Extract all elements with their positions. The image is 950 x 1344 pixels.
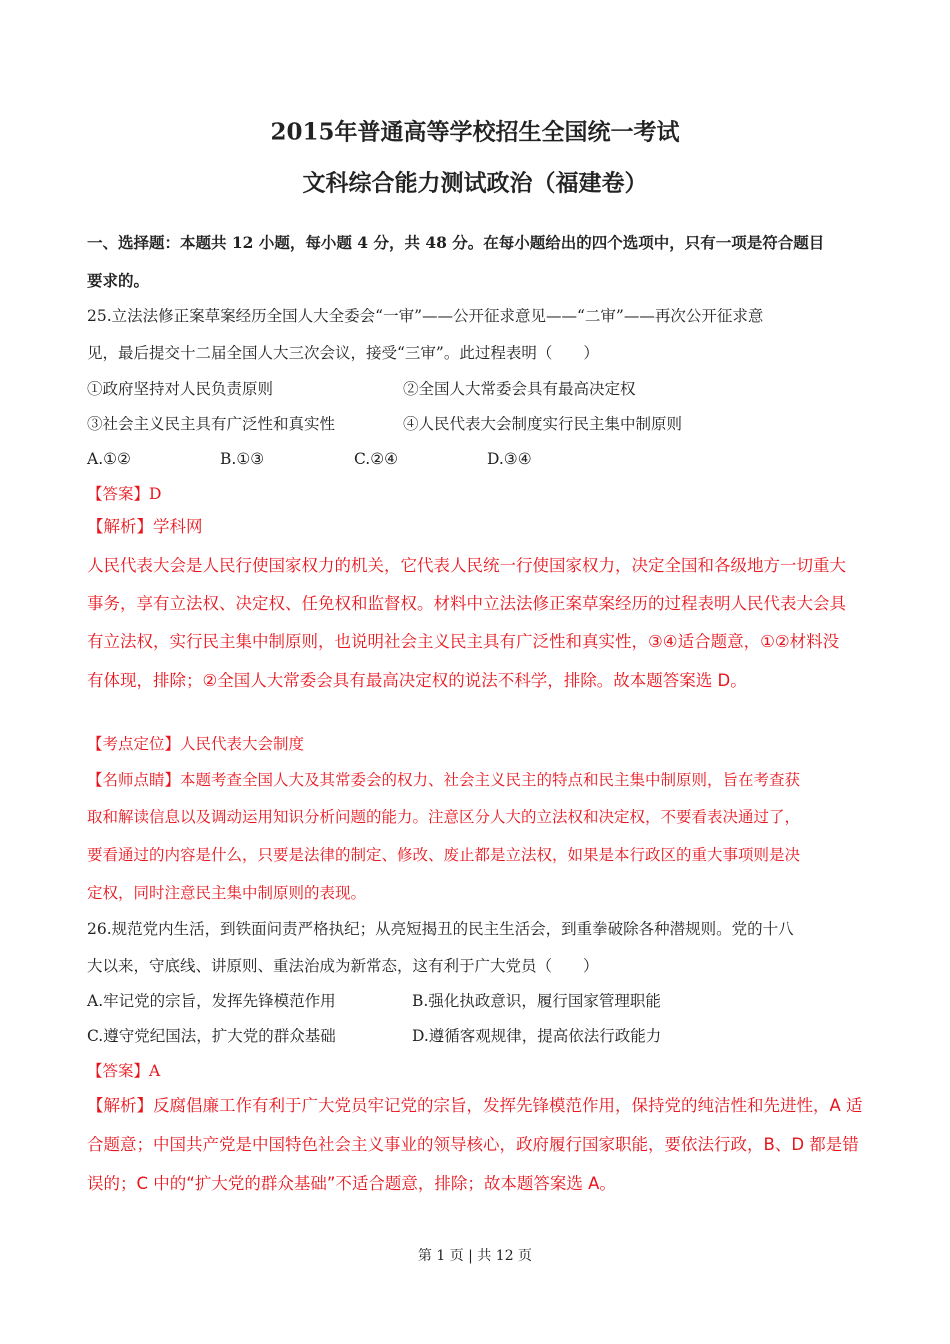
q25-analysis-label: 【解析】学科网 [87,517,203,536]
q25-mingshi [87,770,800,790]
q25-statement-2: ②全国人大常委会具有最高决定权 [403,380,636,398]
title-line-1: 2015年普通高等学校招生全国统一考试 [270,118,680,146]
q26-option-c: C.遵守党纪国法，扩大党的群众基础 [87,1027,336,1045]
q25-statement-4: ④人民代表大会制度实行民主集中制原则 [403,415,683,433]
q25-analysis-line: 有体现，排除；②全国人大常委会具有最高决定权的说法不科学，排除。故本题答案选 D。 [87,671,747,690]
q25-option-d: D.③④ [487,450,532,468]
q25-answer: 【答案】D [87,485,162,503]
mingshi-text: 本题考查全国人大及其常委会的权力、社会主义民主的特点和民主集中制原则，旨在考查获 [180,771,801,789]
q25-statement-1: ①政府坚持对人民负责原则 [87,380,274,398]
q25-analysis-line: 事务，享有立法权、决定权、任免权和监督权。材料中立法法修正案草案经历的过程表明人民代表大会具 [87,594,846,613]
q26-analysis [87,1096,863,1116]
title-line-2: 文科综合能力测试政治（福建卷） [302,169,648,197]
q26-stem: 26.规范党内生活，到铁面问责严格执纪；从亮短揭丑的民主生活会，到重拳破除各种潜规则。党的十八 [87,920,794,938]
q26-analysis-label: 【解析】 [87,1096,153,1115]
q25-option-a: A.①② [87,450,131,468]
q26-analysis-line: 合题意；中国共产党是中国特色社会主义事业的领导核心，政府履行国家职能，要依法行政，B、D 都是错 [87,1135,859,1154]
q25-mingshi-line: 定权，同时注意民主集中制原则的表现。 [87,884,367,902]
q25-mingshi-line: 要看通过的内容是什么，只要是法律的制定、修改、废止都是立法权，如果是本行政区的重大事项则是决 [87,846,801,864]
q26-option-b: B.强化执政意识，履行国家管理职能 [412,992,661,1010]
q26-option-d: D.遵循客观规律，提高依法行政能力 [412,1027,662,1045]
q26-analysis-text: 反腐倡廉工作有利于广大党员牢记党的宗旨，发挥先锋模范作用，保持党的纯洁性和先进性，A 适 [153,1096,863,1115]
kaodian-text: 人民代表大会制度 [180,735,305,753]
section-heading: 一、选择题：本题共 12 小题，每小题 4 分，共 48 分。在每小题给出的四个选项中，只有一项是符合题目 [87,233,825,252]
q25-option-b: B.①③ [220,450,265,468]
q25-kaodian [87,734,304,754]
section-heading-cont: 要求的。 [87,271,150,290]
q25-statement-3: ③社会主义民主具有广泛性和真实性 [87,415,336,433]
q25-option-c: C.②④ [354,450,399,468]
q26-stem-cont: 大以来，守底线、讲原则、重法治成为新常态，这有利于广大党员（ ） [87,957,599,975]
q26-option-a: A.牢记党的宗旨，发挥先锋模范作用 [87,992,336,1010]
page-footer: 第 1 页 | 共 12 页 [417,1248,533,1264]
q26-analysis-line: 误的；C 中的“扩大党的群众基础”不适合题意，排除；故本题答案选 A。 [87,1174,616,1193]
q25-analysis-line: 人民代表大会是人民行使国家权力的机关，它代表人民统一行使国家权力，决定全国和各级地方一切重大 [87,556,846,575]
kaodian-label: 【考点定位】 [87,735,181,753]
q26-answer: 【答案】A [87,1062,161,1080]
q25-stem: 25.立法法修正案草案经历全国人大全委会“一审”——公开征求意见——“二审”——再次公开征求意 [87,307,764,325]
mingshi-label: 【名师点睛】 [87,771,181,789]
q25-stem-cont: 见，最后提交十二届全国人大三次会议，接受“三审”。此过程表明（ ） [87,344,599,362]
q25-mingshi-line: 取和解读信息以及调动运用知识分析问题的能力。注意区分人大的立法权和决定权，不要看表决通过了， [87,808,801,826]
q25-analysis-line: 有立法权，实行民主集中制原则，也说明社会主义民主具有广泛性和真实性，③④适合题意，①②材料没 [87,632,840,651]
